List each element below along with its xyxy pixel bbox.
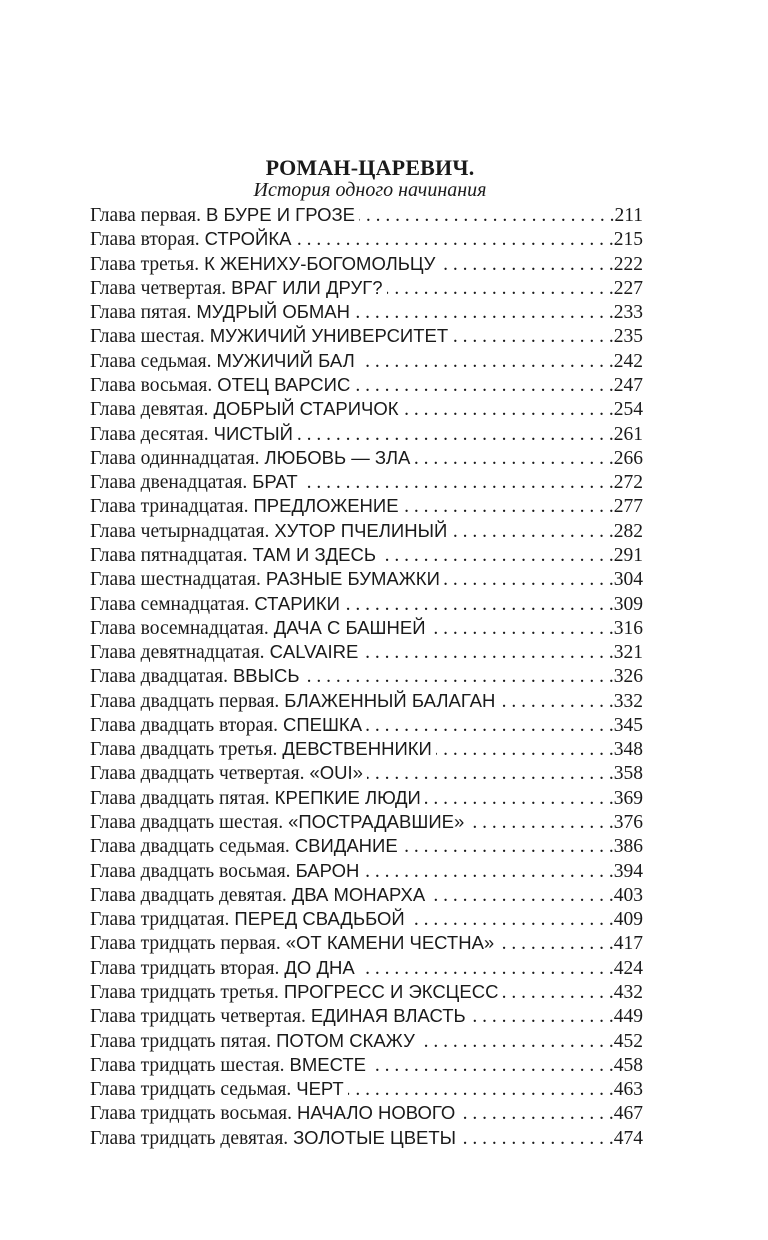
chapter-number: Глава одиннадцатая. [90, 447, 260, 469]
dot-leader [363, 860, 613, 884]
dot-leader [302, 471, 614, 495]
chapter-title: МУЖИЧИЙ БАЛ [216, 349, 355, 371]
chapter-number: Глава пятая. [90, 302, 192, 324]
chapter-number: Глава двадцать третья. [90, 739, 278, 761]
dot-leader [304, 665, 614, 689]
chapter-title: ДАЧА С БАШНЕЙ [273, 616, 426, 638]
chapter-title: ОТЕЦ ВАРСИС [217, 373, 351, 395]
toc-entry[interactable] [90, 956, 643, 980]
page-number: 235 [613, 326, 643, 348]
dot-leader [403, 398, 614, 422]
chapter-number: Глава двадцать первая. [90, 690, 280, 712]
dot-leader [354, 374, 613, 398]
page-number: 272 [613, 472, 643, 494]
toc-entry[interactable] [90, 859, 643, 883]
chapter-number: Глава тридцать первая. [90, 933, 281, 955]
page-number: 227 [613, 277, 643, 299]
toc-entry[interactable] [90, 300, 643, 324]
chapter-number: Глава десятая. [90, 423, 209, 445]
dot-leader [459, 1102, 614, 1126]
toc-entry[interactable] [90, 1053, 643, 1077]
toc-entry[interactable] [90, 786, 643, 810]
chapter-title: МУДРЫЙ ОБМАН [196, 301, 350, 323]
chapter-number: Глава шестая. [90, 326, 205, 348]
dot-leader [419, 1030, 614, 1054]
chapter-title: CALVAIRE [269, 641, 359, 663]
toc-entry[interactable] [90, 324, 643, 348]
page-number: 376 [613, 812, 643, 834]
dot-leader [370, 1054, 614, 1078]
chapter-title: НАЧАЛО НОВОГО [296, 1102, 456, 1124]
chapter-number: Глава двадцатая. [90, 666, 228, 688]
chapter-number: Глава восьмая. [90, 374, 213, 396]
page-number: 458 [613, 1054, 643, 1076]
toc-entry[interactable] [90, 446, 643, 470]
toc-entry[interactable] [90, 834, 643, 858]
page-number: 304 [613, 569, 643, 591]
dot-leader [460, 1127, 614, 1151]
chapter-title: БРАТ [252, 471, 298, 493]
dot-leader [387, 277, 614, 301]
chapter-number: Глава двадцать восьмая. [90, 860, 291, 882]
chapter-title: СПЕШКА [282, 713, 363, 735]
dot-leader [359, 204, 614, 228]
chapter-title: ПОТОМ СКАЖУ [276, 1029, 415, 1051]
chapter-title: ВМЕСТЕ [289, 1053, 366, 1075]
dot-leader [295, 228, 613, 252]
page-number: 348 [613, 739, 643, 761]
page-number: 309 [613, 593, 643, 615]
chapter-number: Глава двадцать шестая. [90, 812, 284, 834]
chapter-number: Глава четвертая. [90, 277, 227, 299]
chapter-title: ХУТОР ПЧЕЛИНЫЙ [274, 519, 448, 541]
chapter-number: Глава восемнадцатая. [90, 617, 269, 639]
chapter-number: Глава седьмая. [90, 350, 212, 372]
chapter-number: Глава двенадцатая. [90, 472, 248, 494]
page-number: 358 [613, 763, 643, 785]
chapter-title: ЧЕРТ [296, 1078, 344, 1100]
page-number: 215 [613, 229, 643, 251]
chapter-title: СТАРИКИ [254, 592, 340, 614]
chapter-title: «ПОСТРАДАВШИЕ» [288, 811, 465, 833]
chapter-number: Глава вторая. [90, 229, 200, 251]
toc-entry[interactable] [90, 713, 643, 737]
dot-leader [362, 641, 613, 665]
chapter-number: Глава двадцать четвертая. [90, 763, 305, 785]
dot-leader [344, 593, 614, 617]
page-number: 316 [613, 617, 643, 639]
chapter-number: Глава семнадцатая. [90, 593, 250, 615]
chapter-title: ПРОГРЕСС И ЭКСЦЕСС [283, 981, 499, 1002]
page-number: 261 [613, 423, 643, 445]
page-number: 386 [613, 836, 643, 858]
page-number: 233 [613, 302, 643, 324]
toc-entry[interactable] [90, 276, 643, 300]
page-number: 277 [613, 496, 643, 518]
dot-leader [297, 423, 614, 447]
chapter-number: Глава пятнадцатая. [90, 544, 248, 566]
dot-leader [359, 957, 614, 981]
chapter-title: ЛЮБОВЬ — ЗЛА [264, 446, 411, 468]
toc-entry[interactable] [90, 422, 643, 446]
toc-entry[interactable] [90, 640, 643, 664]
page-number: 467 [613, 1103, 643, 1125]
chapter-title: «OUI» [309, 762, 363, 784]
chapter-number: Глава тридцать восьмая. [90, 1103, 292, 1125]
toc-entry[interactable] [90, 980, 643, 1004]
dot-leader [451, 520, 614, 544]
chapter-title: В БУРЕ И ГРОЗЕ [205, 204, 356, 225]
chapter-title: ЗОЛОТЫЕ ЦВЕТЫ [293, 1126, 457, 1148]
page-number: 332 [613, 690, 643, 712]
dot-leader [436, 738, 614, 762]
chapter-title: ТАМ И ЗДЕСЬ [252, 543, 377, 565]
toc-entry[interactable] [90, 252, 643, 276]
chapter-number: Глава третья. [90, 253, 200, 275]
dot-leader [403, 495, 614, 519]
dot-leader [430, 617, 614, 641]
dot-leader [402, 835, 614, 859]
dot-leader [452, 325, 614, 349]
chapter-title: К ЖЕНИХУ-БОГОМОЛЬЦУ [204, 252, 436, 274]
page-number: 463 [613, 1079, 643, 1101]
toc-entry[interactable] [90, 1077, 643, 1101]
dot-leader [425, 787, 614, 811]
dot-leader [439, 253, 613, 277]
section-subtitle: История одного начинания [253, 179, 487, 201]
chapter-number: Глава тридцать девятая. [90, 1127, 289, 1149]
toc-entry[interactable] [90, 349, 643, 373]
dot-leader [498, 932, 614, 956]
chapter-number: Глава тридцатая. [90, 909, 230, 931]
chapter-number: Глава тридцать четвертая. [90, 1006, 306, 1028]
toc-entry[interactable] [90, 543, 643, 567]
toc-entry[interactable] [90, 1029, 643, 1053]
dot-leader [409, 908, 614, 932]
page-number: 254 [613, 399, 643, 421]
chapter-title: ДВА МОНАРХА [291, 883, 426, 905]
page-number: 247 [613, 374, 643, 396]
toc-entry[interactable] [90, 931, 643, 955]
page-number: 326 [613, 666, 643, 688]
chapter-number: Глава четырнадцатая. [90, 520, 270, 542]
chapter-title: СТРОЙКА [204, 228, 292, 250]
toc-entry[interactable] [90, 227, 643, 251]
page-number: 417 [613, 933, 643, 955]
dot-leader [502, 981, 613, 1005]
page-number: 409 [613, 909, 643, 931]
chapter-title: ПРЕДЛОЖЕНИЕ [253, 495, 399, 517]
toc-entry[interactable] [90, 907, 643, 931]
toc-entry[interactable] [90, 567, 643, 591]
chapter-title: МУЖИЧИЙ УНИВЕРСИТЕТ [209, 325, 449, 347]
toc-entry[interactable] [90, 664, 643, 688]
toc-entry[interactable] [90, 883, 643, 907]
chapter-title: КРЕПКИЕ ЛЮДИ [274, 786, 421, 808]
page-number: 211 [614, 205, 643, 226]
dot-leader [444, 568, 614, 592]
toc-entry[interactable] [90, 737, 643, 761]
chapter-number: Глава тридцать шестая. [90, 1054, 285, 1076]
chapter-number: Глава тридцать вторая. [90, 957, 280, 979]
dot-leader [359, 350, 614, 374]
chapter-title: РАЗНЫЕ БУМАЖКИ [265, 568, 440, 590]
toc-entry[interactable] [90, 519, 643, 543]
chapter-title: ЧИСТЫЙ [213, 422, 293, 444]
section-title: РОМАН-ЦАРЕВИЧ. [265, 155, 475, 180]
chapter-number: Глава шестнадцатая. [90, 569, 261, 591]
table-of-contents [90, 203, 643, 1150]
page-number: 266 [613, 447, 643, 469]
chapter-number: Глава тринадцатая. [90, 496, 249, 518]
chapter-number: Глава девятая. [90, 399, 209, 421]
toc-entry[interactable] [90, 761, 643, 785]
toc-entry[interactable] [90, 397, 643, 421]
chapter-title: ДО ДНА [284, 956, 355, 978]
chapter-title: ВВЫСЬ [232, 665, 300, 687]
toc-entry[interactable] [90, 373, 643, 397]
dot-leader [354, 301, 614, 325]
page-number: 369 [613, 787, 643, 809]
chapter-number: Глава двадцать седьмая. [90, 836, 290, 858]
toc-entry[interactable] [90, 1004, 643, 1028]
page-number: 282 [613, 520, 643, 542]
toc-entry[interactable] [90, 1101, 643, 1125]
chapter-number: Глава тридцать пятая. [90, 1030, 272, 1052]
dot-leader [367, 762, 614, 786]
page-number: 394 [613, 860, 643, 882]
chapter-title: «ОТ КАМЕНИ ЧЕСТНА» [285, 932, 495, 954]
page-number: 403 [613, 884, 643, 906]
page-number: 424 [613, 957, 643, 979]
dot-leader [429, 884, 614, 908]
chapter-number: Глава тридцать седьмая. [90, 1079, 292, 1101]
dot-leader [366, 714, 614, 738]
page-number: 222 [613, 253, 643, 275]
page-number: 452 [613, 1030, 643, 1052]
chapter-title: СВИДАНИЕ [294, 835, 398, 857]
chapter-title: БАРОН [295, 859, 360, 881]
page-number: 449 [613, 1006, 643, 1028]
page-number: 321 [613, 642, 643, 664]
dot-leader [470, 1005, 614, 1029]
toc-entry[interactable] [90, 494, 643, 518]
dot-leader [348, 1078, 614, 1102]
chapter-title: ВРАГ ИЛИ ДРУГ? [231, 276, 383, 298]
chapter-title: ПЕРЕД СВАДЬБОЙ [234, 908, 405, 930]
toc-entry[interactable] [90, 616, 643, 640]
dot-leader [468, 811, 614, 835]
chapter-number: Глава двадцать пятая. [90, 787, 270, 809]
toc-entry[interactable] [90, 689, 643, 713]
chapter-title: ДЕВСТВЕННИКИ [282, 738, 432, 760]
chapter-number: Глава двадцать вторая. [90, 714, 278, 736]
page-number: 432 [613, 982, 643, 1003]
page-number: 345 [613, 714, 643, 736]
toc-entry[interactable] [90, 203, 643, 227]
toc-entry[interactable] [90, 1126, 643, 1150]
chapter-number: Глава тридцать третья. [90, 982, 279, 1003]
page-number: 242 [613, 350, 643, 372]
dot-leader [414, 447, 613, 471]
chapter-title: ДОБРЫЙ СТАРИЧОК [213, 398, 399, 420]
page-number: 291 [613, 544, 643, 566]
chapter-number: Глава двадцать девятая. [90, 884, 287, 906]
dot-leader [380, 544, 614, 568]
chapter-title: ЕДИНАЯ ВЛАСТЬ [310, 1005, 466, 1027]
toc-entry[interactable] [90, 592, 643, 616]
chapter-number: Глава первая. [90, 205, 201, 226]
chapter-number: Глава девятнадцатая. [90, 642, 265, 664]
chapter-title: БЛАЖЕННЫЙ БАЛАГАН [284, 689, 496, 711]
page-number: 474 [613, 1127, 643, 1149]
toc-entry[interactable] [90, 470, 643, 494]
dot-leader [499, 690, 613, 714]
toc-entry[interactable] [90, 810, 643, 834]
